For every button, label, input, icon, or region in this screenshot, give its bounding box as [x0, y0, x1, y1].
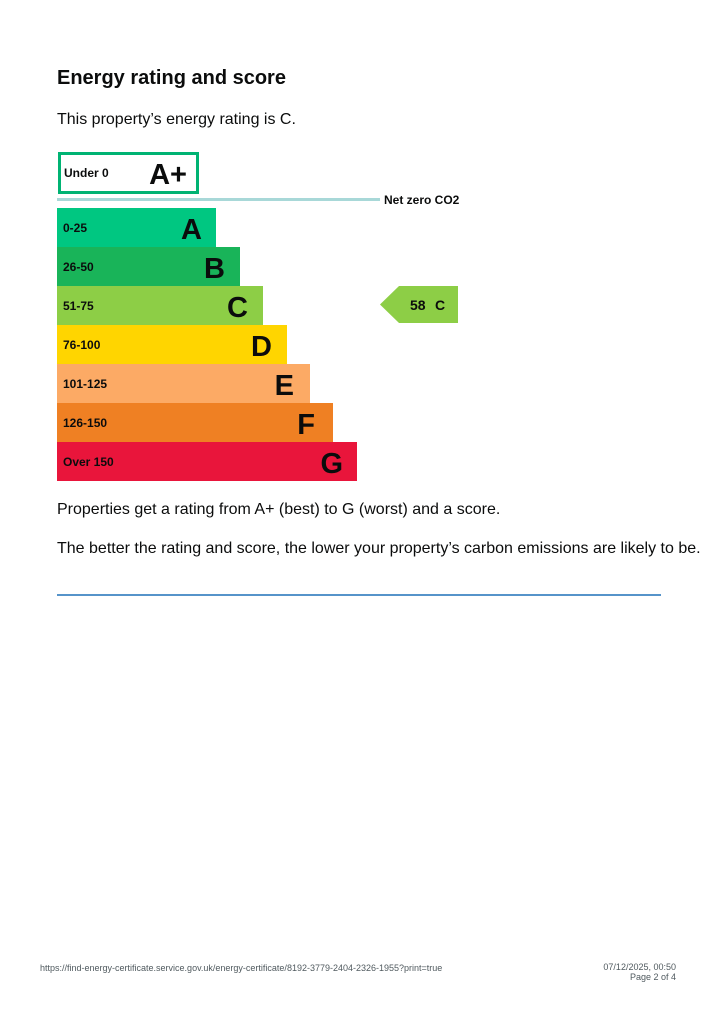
energy-rating-chart	[0, 0, 718, 500]
band-d-letter: D	[251, 331, 272, 363]
page-title: Energy rating and score	[57, 67, 286, 89]
section-divider	[57, 594, 661, 596]
footer-page-number: Page 2 of 4	[629, 972, 676, 982]
band-c-range: 51-75	[63, 299, 94, 313]
net-zero-label: Net zero CO2	[384, 193, 460, 207]
footer-meta	[603, 962, 676, 982]
band-e-range: 101-125	[63, 377, 108, 391]
band-g-range: Over 150	[63, 455, 114, 469]
band-e-letter: E	[274, 370, 294, 402]
current-rating-score: 58	[410, 297, 426, 313]
rating-explanation-text: Properties get a rating from A+ (best) to G (worst) and a score.	[57, 501, 501, 518]
band-aplus-letter: A+	[149, 159, 187, 191]
band-g-letter: G	[320, 448, 343, 480]
band-f-range: 126-150	[63, 416, 108, 430]
band-c-letter: C	[227, 292, 248, 324]
band-f-letter: F	[297, 409, 315, 441]
rating-intro-text: This property’s energy rating is C.	[57, 111, 296, 128]
current-rating-letter: C	[435, 297, 446, 313]
band-a-range: 0-25	[63, 221, 88, 235]
band-aplus-range: Under 0	[64, 166, 109, 180]
band-b-range: 26-50	[63, 260, 94, 274]
band-a-letter: A	[181, 214, 202, 246]
rating-emissions-text: The better the rating and score, the lower your property’s carbon emissions are likely to be.	[57, 540, 701, 557]
footer-url: https://find-energy-certificate.service.gov.uk/energy-certificate/8192-3779-2404-2326-1955?print=true	[40, 963, 443, 973]
footer-datetime: 07/12/2025, 00:50	[603, 962, 676, 972]
band-d-range: 76-100	[63, 338, 101, 352]
band-b-letter: B	[204, 253, 225, 285]
